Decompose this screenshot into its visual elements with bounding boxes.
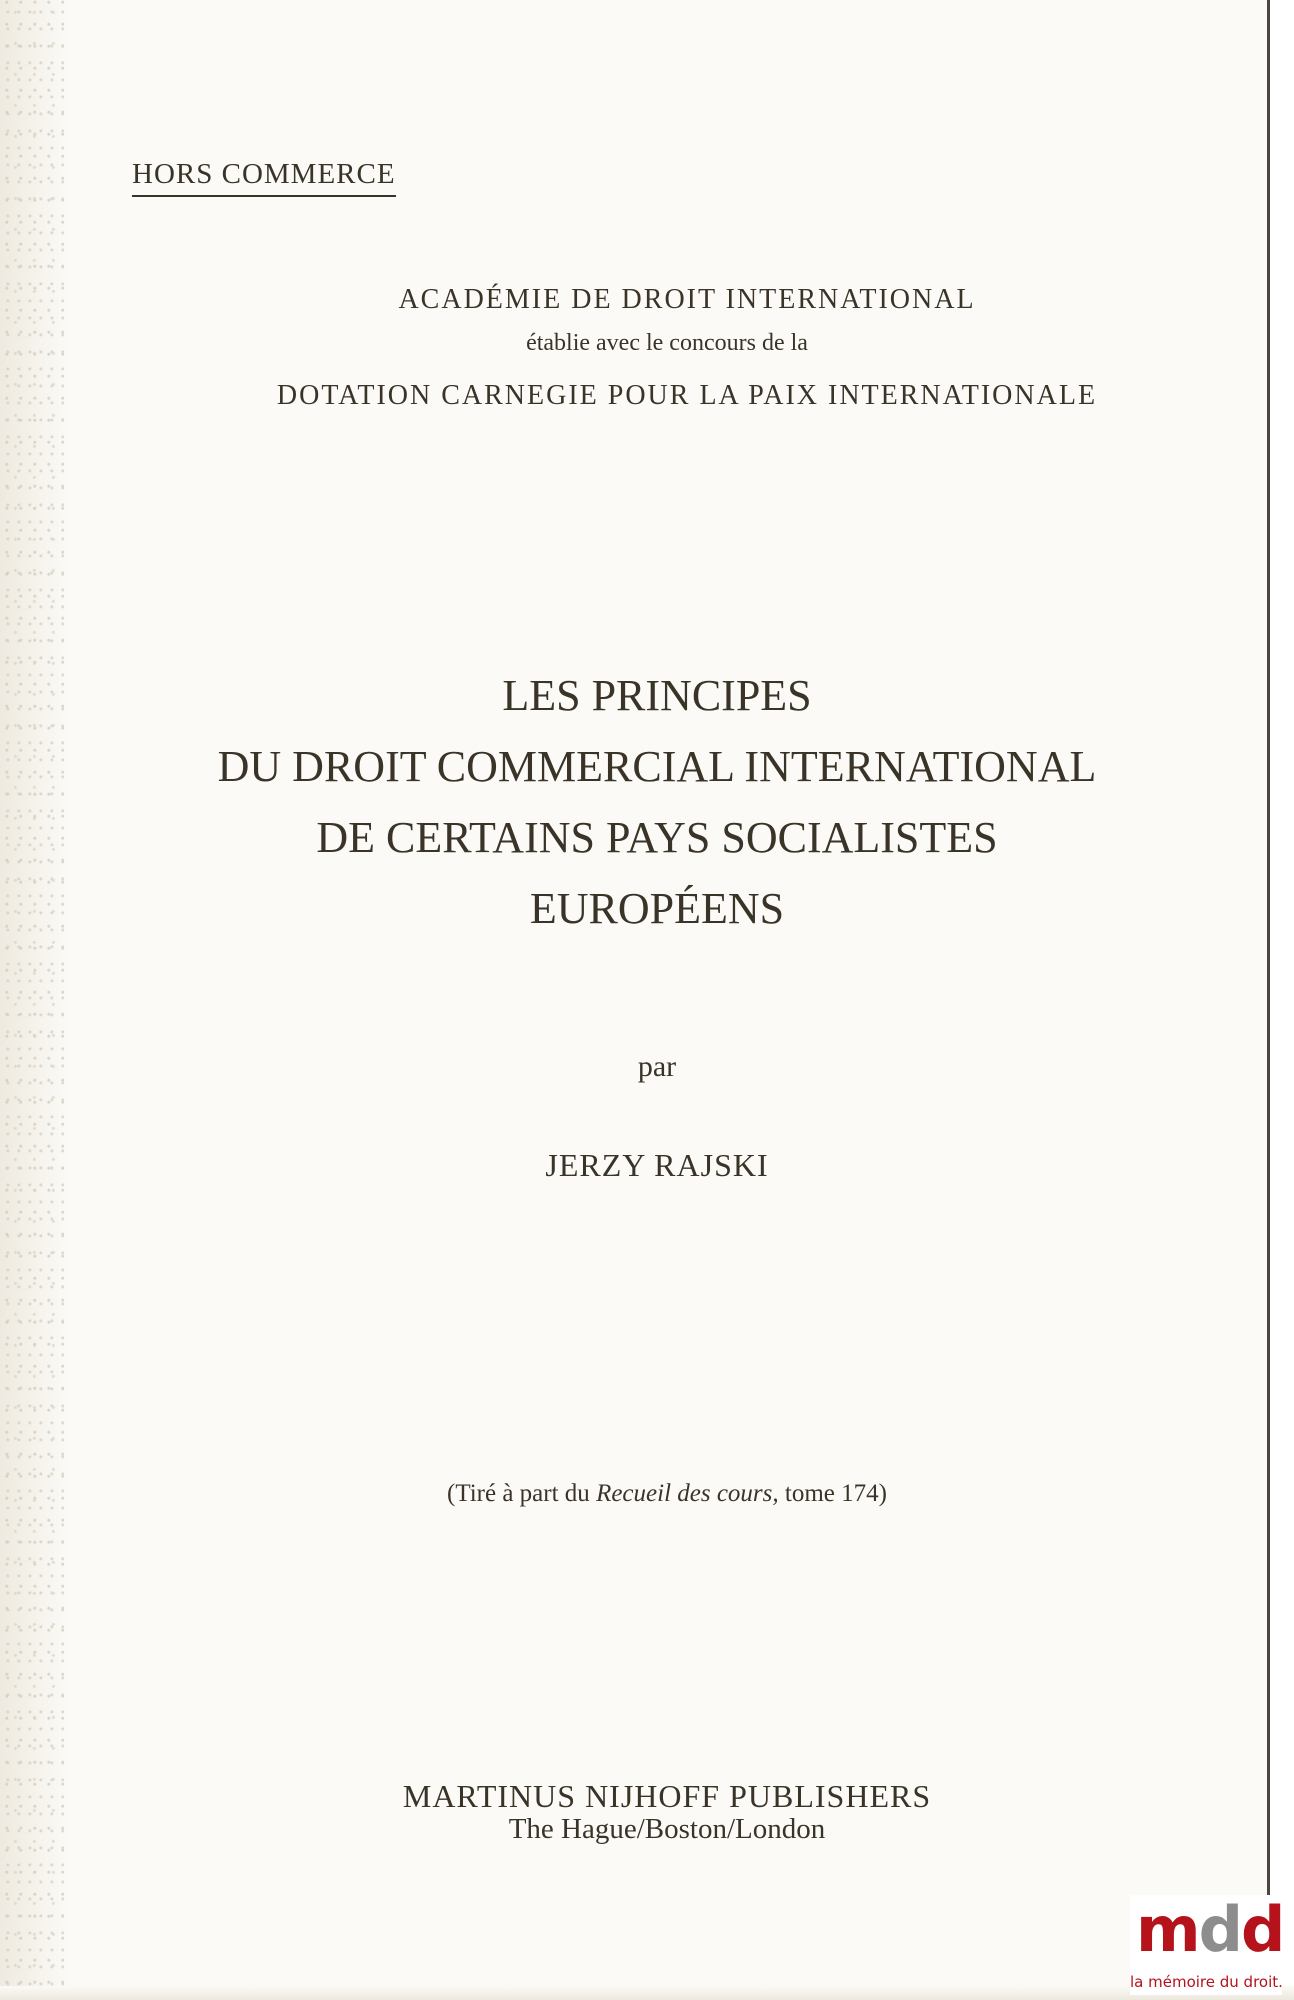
mdd-logo-caption: la mémoire du droit. — [1130, 1973, 1283, 1991]
byline-par: par — [637, 1050, 677, 1083]
title-line-1: LES PRINCIPES — [502, 671, 812, 720]
book-title — [0, 660, 1294, 944]
offprint-suffix: tome 174) — [778, 1480, 887, 1507]
established-with-line: établie avec le concours de la — [526, 330, 808, 356]
offprint-prefix: (Tiré à part du — [447, 1480, 597, 1507]
title-line-4: EUROPÉENS — [529, 884, 785, 933]
title-line-2: DU DROIT COMMERCIAL INTERNATIONAL — [217, 742, 1097, 791]
scan-bottom-edge — [0, 1986, 1294, 2000]
publisher-cities: The Hague/Boston/London — [508, 1813, 826, 1845]
offprint-work: Recueil des cours, — [596, 1480, 779, 1507]
publisher-name: MARTINUS NIJHOFF PUBLISHERS — [402, 1778, 932, 1814]
institution-name: ACADÉMIE DE DROIT INTERNATIONAL — [398, 284, 976, 315]
mdd-logo — [1130, 1895, 1282, 1995]
author-name: JERZY RAJSKI — [545, 1147, 769, 1183]
sponsor-name: DOTATION CARNEGIE POUR LA PAIX INTERNATIONALE — [276, 380, 1098, 411]
hors-commerce-stamp: HORS COMMERCE — [132, 158, 396, 197]
mdd-logo-mark: mdd — [1136, 1893, 1284, 1966]
offprint-note — [0, 1480, 1294, 1508]
title-line-3: DE CERTAINS PAYS SOCIALISTES — [316, 813, 998, 862]
